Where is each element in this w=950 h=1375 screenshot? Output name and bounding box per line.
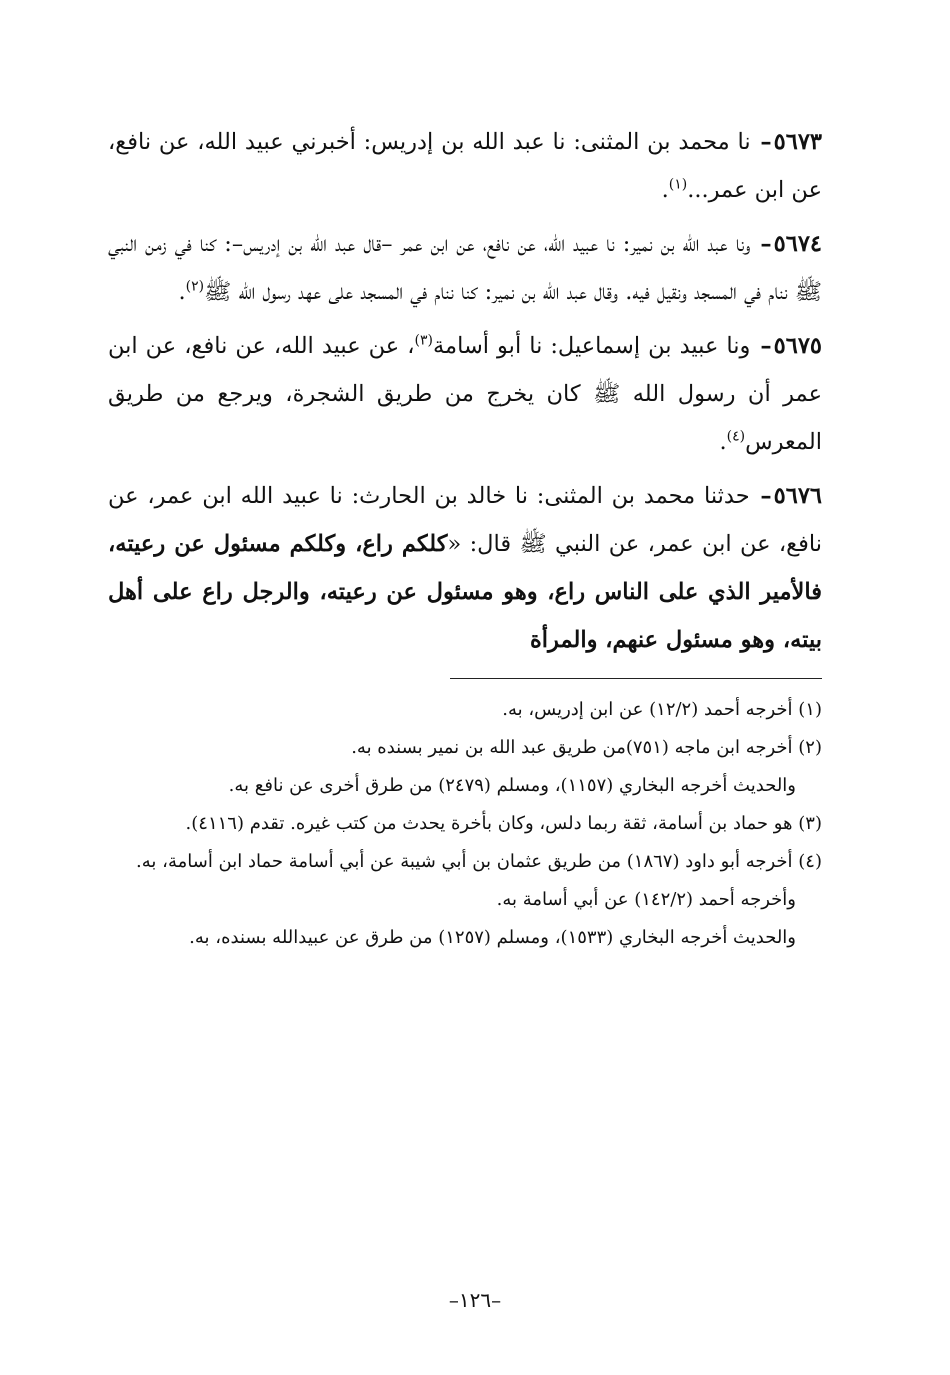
page-number: –١٢٦– <box>448 1288 502 1312</box>
footnote-text: هو حماد بن أسامة، ثقة ربما دلس، وكان بأخرة يحدث من كتب غيره. تقدم (٤١١٦). <box>185 813 793 834</box>
hadith-number: ٥٦٧٣ <box>773 129 822 155</box>
footnote <box>108 919 822 957</box>
footnote-text: أخرجه أبو داود (١٨٦٧) من طريق عثمان بن أبي شيبة عن أبي أسامة حماد ابن أسامة، به. <box>136 851 793 872</box>
footnote-reference: (٣) <box>414 332 433 349</box>
hadith-dash: – <box>760 483 772 509</box>
hadith-paragraph <box>108 472 822 664</box>
footnote-label: (٣) <box>798 813 822 834</box>
hadith-number: ٥٦٧٤ <box>773 231 822 257</box>
footnote <box>108 729 822 767</box>
footnote <box>108 843 822 881</box>
page-body <box>108 118 822 957</box>
footnote-label: (١) <box>798 699 822 720</box>
footnote-text: والحديث أخرجه البخاري (١٥٣٣)، ومسلم (١٢٥٧) من طرق عن عبيدالله بسنده، به. <box>189 927 796 948</box>
footnote-label: (٤) <box>798 851 822 872</box>
footnote-text: والحديث أخرجه البخاري (١١٥٧)، ومسلم (٢٤٧٩) من طرق أخرى عن نافع به. <box>228 775 796 796</box>
hadith-list <box>108 118 822 664</box>
hadith-number: ٥٦٧٥ <box>773 333 823 359</box>
hadith-dash: – <box>760 333 772 359</box>
hadith-text: . <box>719 429 727 455</box>
hadith-number: ٥٦٧٦ <box>773 483 822 509</box>
footnote-divider <box>450 678 822 679</box>
footnote-text: أخرجه ابن ماجه (٧٥١)من طريق عبد الله بن نمير بسنده به. <box>351 737 793 758</box>
footnote-label: (٢) <box>798 737 822 758</box>
hadith-text: ونا عبد الله بن نمير: نا عبيد الله، عن نافع، عن ابن عمر –قال عبد الله بن إدريس–: كنا في زمن النبي ﷺ ننام في المسجد ونقيل فيه. وقال عبد الله بن نمير: كنا ننام في المسجد على عهد رسول الله ﷺ <box>108 231 822 305</box>
footnote-text: وأخرجه أحمد (١٤٢/٢) عن أبي أسامة به. <box>496 889 796 910</box>
footnote <box>108 691 822 729</box>
footnote <box>108 805 822 843</box>
footnote-list <box>108 691 822 957</box>
hadith-paragraph <box>108 322 822 466</box>
hadith-text: ، عن عبيد الله، عن نافع، عن ابن عمر أن رسول الله ﷺ كان يخرج من طريق الشجرة، ويرجع من طريق المعرس <box>108 333 822 455</box>
hadith-text: . <box>178 279 186 305</box>
hadith-text: حدثنا محمد بن المثنى: نا خالد بن الحارث: نا عبيد الله ابن عمر، عن نافع، عن ابن عمر، عن النبي ﷺ قال: « <box>108 483 823 557</box>
footnote <box>108 881 822 919</box>
hadith-dash: – <box>760 129 772 155</box>
hadith-paragraph <box>108 118 822 214</box>
footnote <box>108 767 822 805</box>
footnote-text: أخرجه أحمد (١٢/٢) عن ابن إدريس، به. <box>502 699 793 720</box>
hadith-text: نا محمد بن المثنى: نا عبد الله بن إدريس: أخبرني عبيد الله، عن نافع، عن ابن عمر... <box>108 129 822 203</box>
footnote-reference: (١) <box>668 176 688 193</box>
hadith-text: . <box>661 177 669 203</box>
footnote-reference: (٢) <box>185 278 205 295</box>
hadith-matn-bold: كلكم راع، وكلكم مسئول عن رعيته، فالأمير الذي على الناس راع، وهو مسئول عن رعيته، والرجل راع على أهل بيته، وهو مسئول عنهم، والمرأة <box>108 531 822 653</box>
hadith-paragraph <box>108 220 822 316</box>
footnote-reference: (٤) <box>726 428 746 445</box>
hadith-dash: – <box>760 231 772 257</box>
hadith-text: ونا عبيد بن إسماعيل: نا أبو أسامة <box>432 333 759 359</box>
